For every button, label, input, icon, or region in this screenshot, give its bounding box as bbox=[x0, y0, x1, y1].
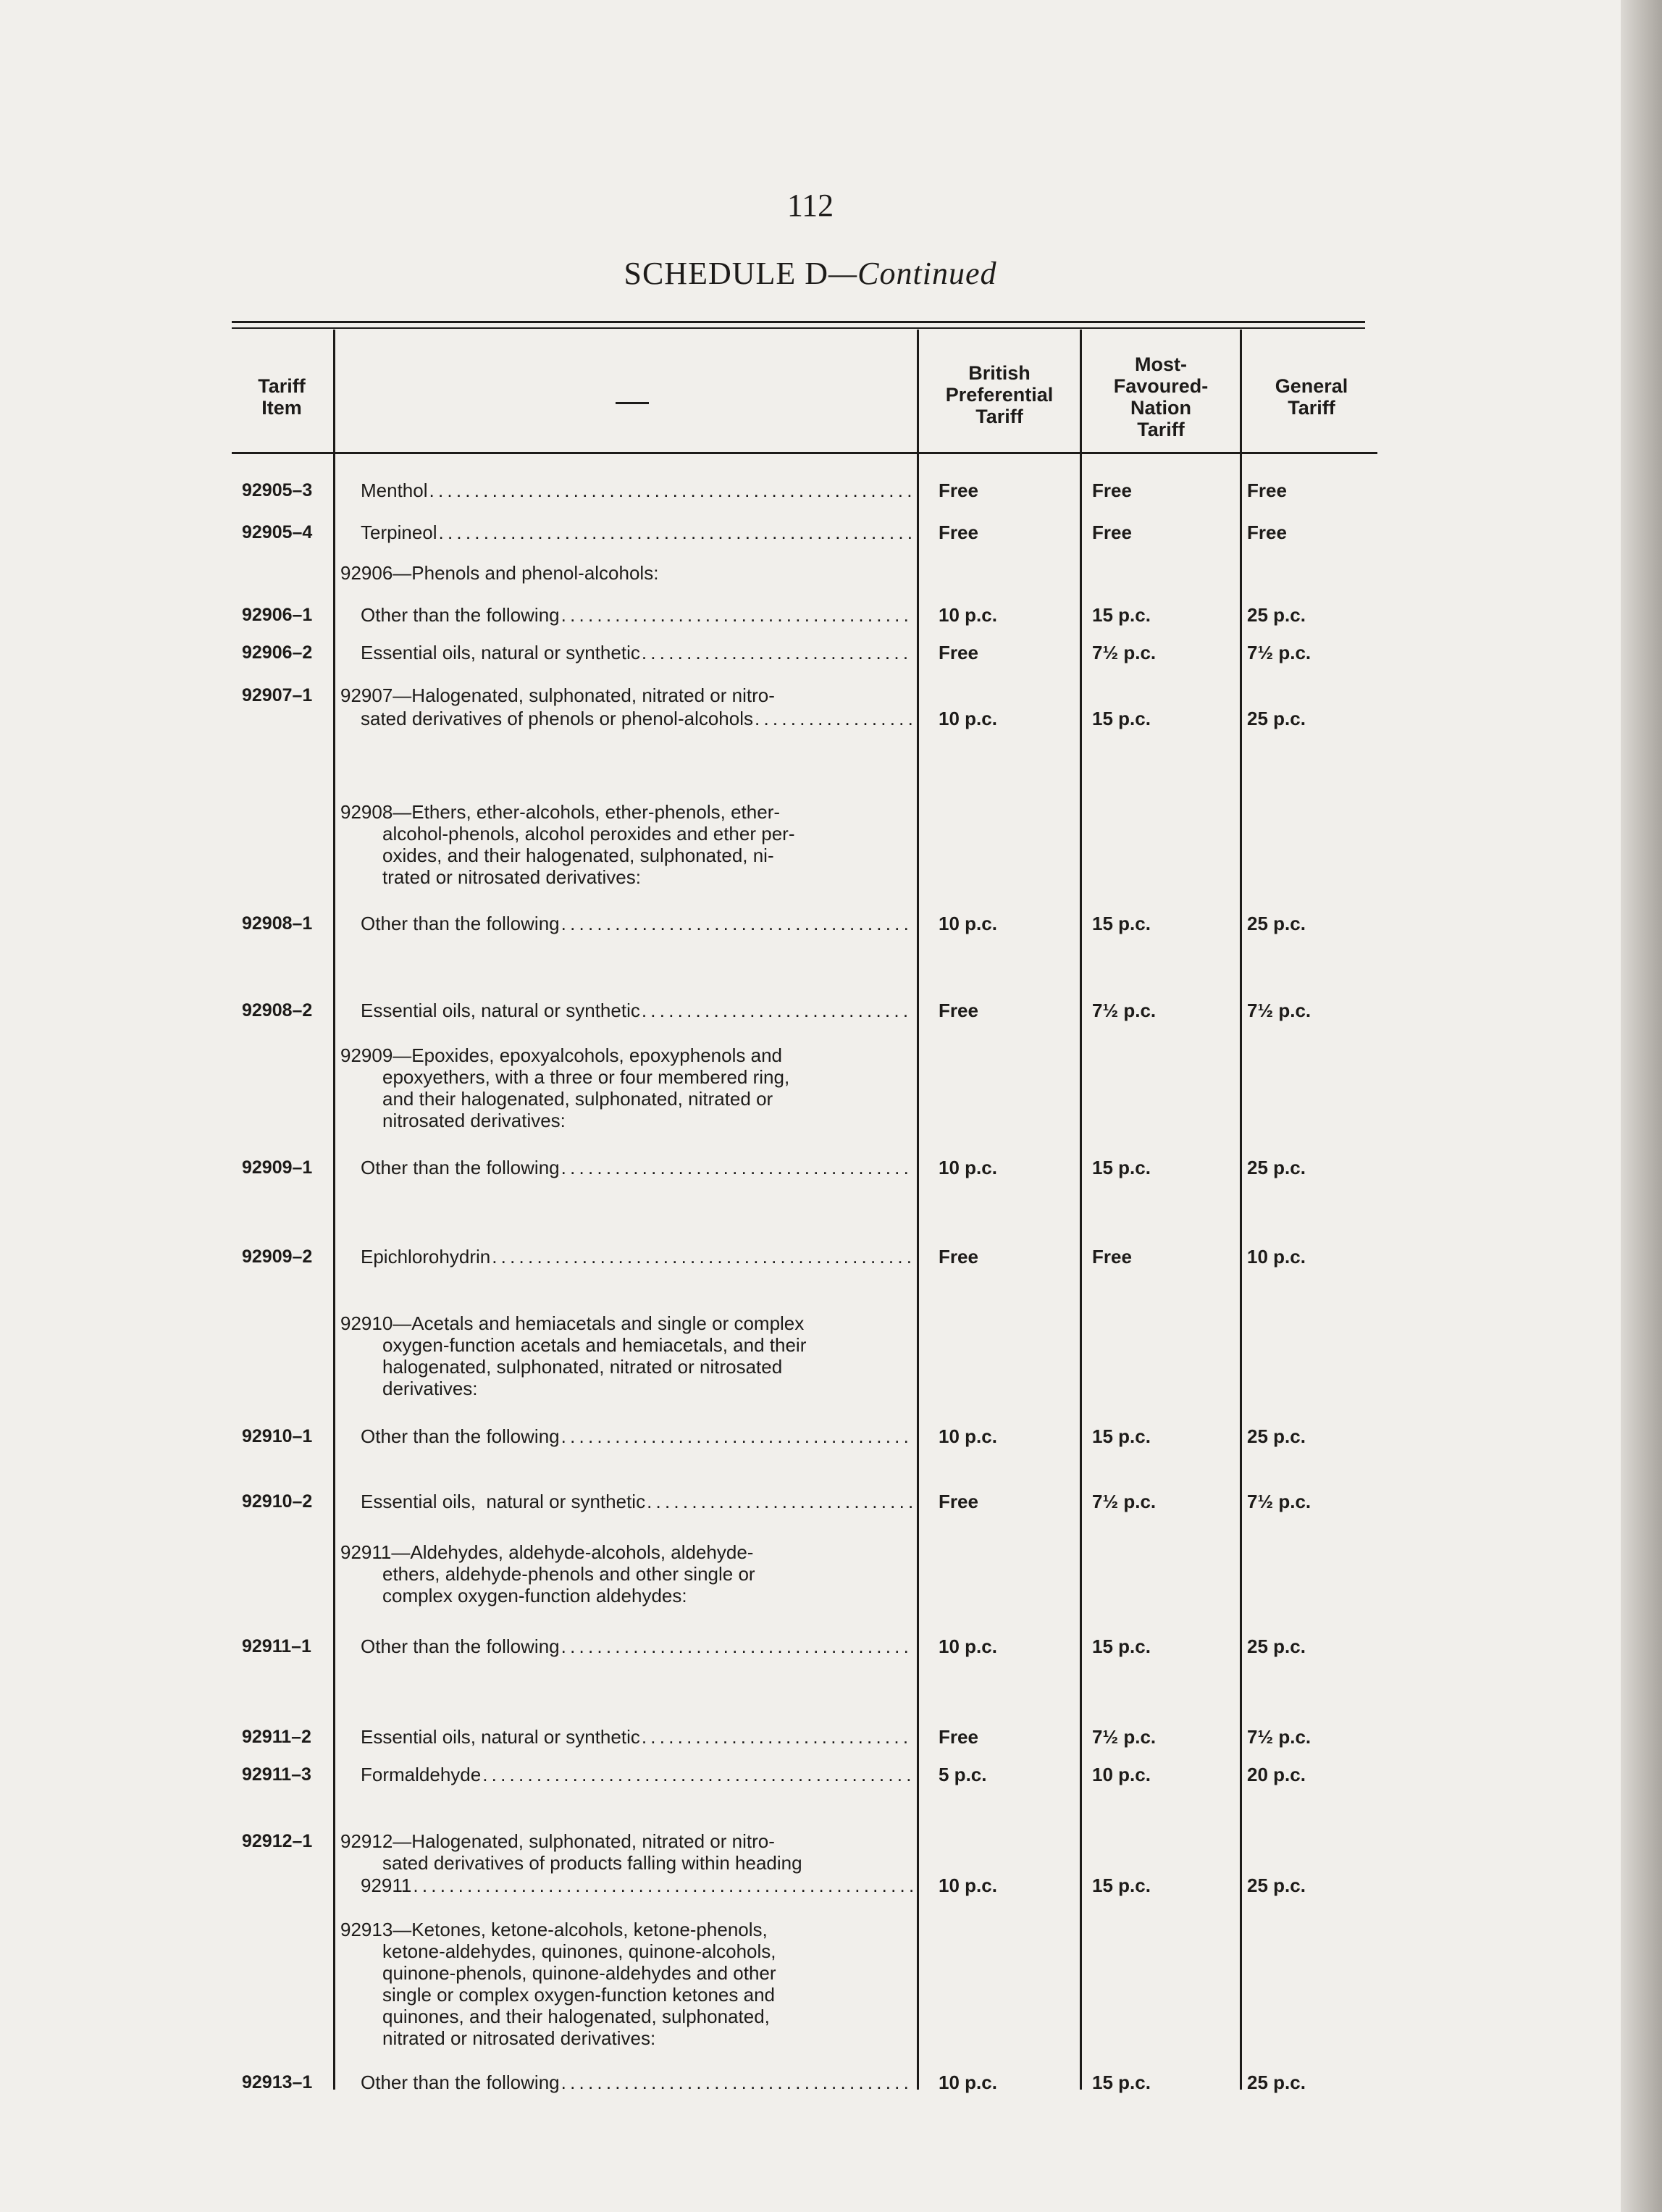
item-description bbox=[361, 479, 912, 501]
dot-leader bbox=[561, 1425, 912, 1447]
mfn-rate: 7½ p.c. bbox=[1092, 1000, 1157, 1021]
column-rule-bp bbox=[1080, 330, 1082, 2090]
general-rate: 7½ p.c. bbox=[1247, 642, 1311, 663]
schedule-title bbox=[0, 255, 1621, 292]
header-most-favoured-nation bbox=[1082, 353, 1240, 440]
heading-text bbox=[340, 562, 915, 584]
column-rule-mfn bbox=[1240, 330, 1242, 2090]
description-text: Essential oils, natural or synthetic bbox=[361, 1491, 646, 1512]
british-preferential-rate: 10 p.c. bbox=[939, 1635, 997, 1657]
description-text: Other than the following bbox=[361, 913, 560, 934]
general-rate: 25 p.c. bbox=[1247, 604, 1306, 626]
mfn-rate: 15 p.c. bbox=[1092, 708, 1151, 729]
heading-line: 92911—Aldehydes, aldehyde-alcohols, aldehyde- bbox=[340, 1541, 754, 1563]
mfn-rate: Free bbox=[1092, 521, 1132, 543]
header-bottom-rule bbox=[232, 452, 1377, 454]
heading-line: 92908—Ethers, ether-alcohols, ether-phenols, ether- bbox=[340, 801, 781, 823]
dot-leader bbox=[647, 1491, 912, 1512]
heading-line: epoxyethers, with a three or four membered ring, bbox=[382, 1066, 790, 1088]
british-preferential-rate: 10 p.c. bbox=[939, 2071, 997, 2093]
item-description bbox=[361, 604, 912, 626]
item-description bbox=[361, 642, 912, 663]
british-preferential-rate: 10 p.c. bbox=[939, 1425, 997, 1447]
british-preferential-rate: Free bbox=[939, 1726, 978, 1748]
description-text: Other than the following bbox=[361, 2071, 560, 2093]
heading-text bbox=[340, 1919, 915, 2049]
heading-line: ethers, aldehyde-phenols and other single or bbox=[382, 1563, 755, 1585]
dot-leader bbox=[642, 1726, 912, 1748]
mfn-rate: 15 p.c. bbox=[1092, 1425, 1151, 1447]
tariff-item: 92905–3 bbox=[242, 480, 313, 500]
british-preferential-rate: Free bbox=[939, 642, 978, 663]
general-rate: 7½ p.c. bbox=[1247, 1726, 1311, 1748]
book-spine-edge bbox=[1621, 0, 1662, 2212]
description-text: Other than the following bbox=[361, 1157, 560, 1178]
header-bp-line: Preferential bbox=[945, 384, 1054, 406]
dot-leader bbox=[413, 1874, 912, 1896]
british-preferential-rate: 5 p.c. bbox=[939, 1764, 987, 1785]
header-mfn-line: Most- bbox=[1135, 353, 1187, 375]
column-rule-description bbox=[917, 330, 919, 2090]
tariff-item: 92910–1 bbox=[242, 1426, 313, 1446]
heading-line: ketone-aldehydes, quinones, quinone-alcohols, bbox=[382, 1940, 776, 1962]
dot-leader bbox=[492, 1246, 912, 1268]
heading-line: 92913—Ketones, ketone-alcohols, ketone-phenols, bbox=[340, 1919, 768, 1940]
heading-line: 92912—Halogenated, sulphonated, nitrated or nitro- bbox=[340, 1830, 775, 1852]
general-rate: 25 p.c. bbox=[1247, 1425, 1306, 1447]
header-tariff-item-line: Item bbox=[261, 397, 302, 419]
heading-text bbox=[340, 1830, 915, 1874]
tariff-item: 92907–1 bbox=[242, 685, 313, 705]
heading-line: 92907—Halogenated, sulphonated, nitrated or nitro- bbox=[340, 684, 775, 706]
header-mfn-line: Favoured- bbox=[1113, 375, 1209, 397]
header-mfn-line: Nation bbox=[1130, 397, 1191, 419]
british-preferential-rate: 10 p.c. bbox=[939, 708, 997, 729]
mfn-rate: 15 p.c. bbox=[1092, 2071, 1151, 2093]
british-preferential-rate: Free bbox=[939, 1491, 978, 1512]
general-rate: 7½ p.c. bbox=[1247, 1491, 1311, 1512]
mfn-rate: 15 p.c. bbox=[1092, 1157, 1151, 1178]
dot-leader bbox=[755, 708, 912, 729]
header-description-dash bbox=[616, 402, 649, 404]
dot-leader bbox=[642, 1000, 912, 1021]
tariff-item: 92909–1 bbox=[242, 1157, 313, 1178]
dot-leader bbox=[482, 1764, 912, 1785]
tariff-item: 92908–2 bbox=[242, 1000, 313, 1021]
heading-line: and their halogenated, sulphonated, nitrated or bbox=[382, 1088, 773, 1110]
mfn-rate: 7½ p.c. bbox=[1092, 1491, 1157, 1512]
heading-text bbox=[340, 684, 915, 706]
heading-line: nitrated or nitrosated derivatives: bbox=[382, 2027, 656, 2049]
british-preferential-rate: Free bbox=[939, 521, 978, 543]
general-rate: Free bbox=[1247, 521, 1287, 543]
heading-text bbox=[340, 801, 915, 888]
header-general bbox=[1243, 375, 1380, 419]
heading-line: halogenated, sulphonated, nitrated or nitrosated bbox=[382, 1356, 783, 1378]
heading-line: 92909—Epoxides, epoxyalcohols, epoxyphenols and bbox=[340, 1044, 782, 1066]
dot-leader bbox=[429, 479, 913, 501]
general-rate: 25 p.c. bbox=[1247, 2071, 1306, 2093]
tariff-item: 92906–1 bbox=[242, 605, 313, 625]
item-description bbox=[361, 1425, 912, 1447]
tariff-item: 92911–1 bbox=[242, 1636, 311, 1656]
item-description bbox=[361, 2071, 912, 2093]
description-text: Other than the following bbox=[361, 604, 560, 626]
mfn-rate: 10 p.c. bbox=[1092, 1764, 1151, 1785]
british-preferential-rate: Free bbox=[939, 1000, 978, 1021]
british-preferential-rate: 10 p.c. bbox=[939, 1157, 997, 1178]
dot-leader bbox=[642, 642, 912, 663]
item-description bbox=[361, 1157, 912, 1178]
item-description bbox=[361, 1764, 912, 1785]
mfn-rate: Free bbox=[1092, 479, 1132, 501]
heading-line: sated derivatives of products falling within heading bbox=[382, 1852, 802, 1874]
description-text: Essential oils, natural or synthetic bbox=[361, 1000, 640, 1021]
header-british-preferential bbox=[920, 362, 1079, 427]
heading-text bbox=[340, 1312, 915, 1399]
description-text: Menthol bbox=[361, 479, 428, 501]
heading-text bbox=[340, 1044, 915, 1131]
general-rate: 25 p.c. bbox=[1247, 1635, 1306, 1657]
table-top-rule-inner bbox=[232, 327, 1365, 329]
tariff-item: 92913–1 bbox=[242, 2072, 313, 2092]
description-text: Other than the following bbox=[361, 1425, 560, 1447]
general-rate: 7½ p.c. bbox=[1247, 1000, 1311, 1021]
heading-line: derivatives: bbox=[382, 1378, 478, 1399]
item-description bbox=[361, 521, 912, 543]
header-tariff-item bbox=[235, 375, 329, 419]
description-text: 92911 bbox=[361, 1874, 412, 1896]
heading-line: complex oxygen-function aldehydes: bbox=[382, 1585, 687, 1606]
heading-line: oxides, and their halogenated, sulphonated, ni- bbox=[382, 845, 774, 866]
dot-leader bbox=[561, 2071, 912, 2093]
column-rule-item bbox=[333, 330, 335, 2090]
header-tariff-item-line: Tariff bbox=[258, 375, 306, 397]
british-preferential-rate: 10 p.c. bbox=[939, 913, 997, 934]
header-bp-line: Tariff bbox=[975, 406, 1023, 427]
header-mfn-line: Tariff bbox=[1137, 419, 1185, 440]
heading-line: nitrosated derivatives: bbox=[382, 1110, 566, 1131]
item-description bbox=[361, 1874, 912, 1896]
tariff-item: 92911–2 bbox=[242, 1727, 311, 1747]
general-rate: 25 p.c. bbox=[1247, 913, 1306, 934]
item-description bbox=[361, 1246, 912, 1268]
item-description bbox=[361, 1000, 912, 1021]
mfn-rate: 15 p.c. bbox=[1092, 1874, 1151, 1896]
tariff-item: 92906–2 bbox=[242, 642, 313, 663]
british-preferential-rate: 10 p.c. bbox=[939, 1874, 997, 1896]
heading-line: single or complex oxygen-function ketones and bbox=[382, 1984, 775, 2006]
item-description bbox=[361, 913, 912, 934]
general-rate: 20 p.c. bbox=[1247, 1764, 1306, 1785]
description-text: Epichlorohydrin bbox=[361, 1246, 491, 1268]
dot-leader bbox=[439, 521, 912, 543]
description-text: Other than the following bbox=[361, 1635, 560, 1657]
table-top-rule bbox=[232, 321, 1365, 323]
item-description bbox=[361, 1726, 912, 1748]
mfn-rate: Free bbox=[1092, 1246, 1132, 1268]
tariff-item: 92912–1 bbox=[242, 1831, 313, 1851]
dot-leader bbox=[561, 1635, 912, 1657]
british-preferential-rate: Free bbox=[939, 479, 978, 501]
item-description bbox=[361, 708, 912, 729]
tariff-item: 92911–3 bbox=[242, 1764, 311, 1785]
mfn-rate: 7½ p.c. bbox=[1092, 1726, 1157, 1748]
description-text: Formaldehyde bbox=[361, 1764, 482, 1785]
heading-line: quinones, and their halogenated, sulphonated, bbox=[382, 2006, 770, 2027]
british-preferential-rate: 10 p.c. bbox=[939, 604, 997, 626]
heading-line: 92906—Phenols and phenol-alcohols: bbox=[340, 562, 659, 584]
header-general-line: Tariff bbox=[1288, 397, 1335, 419]
heading-line: oxygen-function acetals and hemiacetals, and their bbox=[382, 1334, 807, 1356]
dot-leader bbox=[561, 913, 912, 934]
schedule-title-suffix: —Continued bbox=[828, 256, 997, 291]
page-number: 112 bbox=[786, 188, 834, 223]
general-rate: Free bbox=[1247, 479, 1287, 501]
british-preferential-rate: Free bbox=[939, 1246, 978, 1268]
heading-line: quinone-phenols, quinone-aldehydes and other bbox=[382, 1962, 776, 1984]
mfn-rate: 7½ p.c. bbox=[1092, 642, 1157, 663]
general-rate: 25 p.c. bbox=[1247, 708, 1306, 729]
description-text: Essential oils, natural or synthetic bbox=[361, 642, 640, 663]
general-rate: 10 p.c. bbox=[1247, 1246, 1306, 1268]
header-general-line: General bbox=[1275, 375, 1348, 397]
header-bp-line: British bbox=[968, 362, 1031, 384]
item-description bbox=[361, 1635, 912, 1657]
dot-leader bbox=[561, 1157, 912, 1178]
dot-leader bbox=[561, 604, 912, 626]
description-text: sated derivatives of phenols or phenol-alcohols bbox=[361, 708, 754, 729]
heading-line: trated or nitrosated derivatives: bbox=[382, 866, 641, 888]
schedule-title-main: SCHEDULE D bbox=[624, 256, 829, 291]
general-rate: 25 p.c. bbox=[1247, 1874, 1306, 1896]
tariff-item: 92910–2 bbox=[242, 1491, 313, 1512]
tariff-item: 92908–1 bbox=[242, 913, 313, 934]
item-description bbox=[361, 1491, 912, 1512]
mfn-rate: 15 p.c. bbox=[1092, 1635, 1151, 1657]
heading-line: alcohol-phenols, alcohol peroxides and ether per- bbox=[382, 823, 795, 845]
tariff-item: 92905–4 bbox=[242, 522, 313, 542]
description-text: Essential oils, natural or synthetic bbox=[361, 1726, 640, 1748]
general-rate: 25 p.c. bbox=[1247, 1157, 1306, 1178]
description-text: Terpineol bbox=[361, 521, 437, 543]
heading-line: 92910—Acetals and hemiacetals and single or complex bbox=[340, 1312, 805, 1334]
mfn-rate: 15 p.c. bbox=[1092, 913, 1151, 934]
tariff-item: 92909–2 bbox=[242, 1247, 313, 1267]
heading-text bbox=[340, 1541, 915, 1606]
mfn-rate: 15 p.c. bbox=[1092, 604, 1151, 626]
